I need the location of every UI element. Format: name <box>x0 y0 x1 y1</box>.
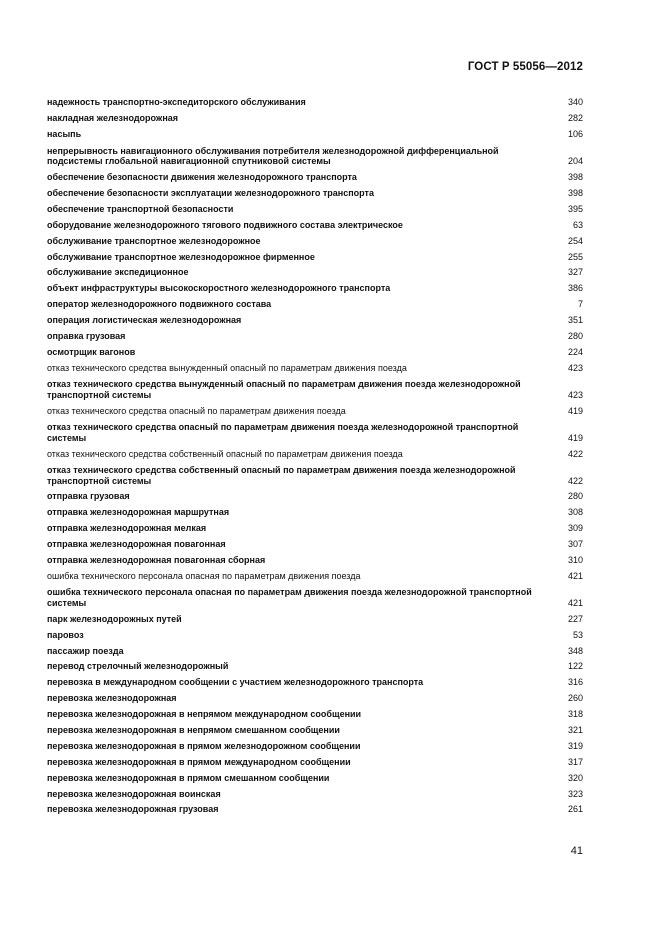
index-page-ref: 63 <box>572 219 583 230</box>
index-entry <box>47 127 583 143</box>
index-term: обслуживание транспортное железнодорожное фирменное <box>47 251 315 262</box>
index-term: перевозка железнодорожная в непрямом смешанном сообщении <box>47 725 340 735</box>
index-term: отправка железнодорожная повагонная <box>47 539 226 550</box>
index-entry <box>47 489 583 505</box>
index-term: отправка железнодорожная мелкая <box>47 523 207 534</box>
index-page-ref: 227 <box>567 613 583 624</box>
index-page-ref: 307 <box>567 539 583 550</box>
index-page-ref: 327 <box>567 267 583 278</box>
index-term: обеспечение транспортной безопасности <box>47 203 234 214</box>
index-page-ref: 398 <box>567 187 583 198</box>
index-entry <box>47 95 583 111</box>
index-page-ref: 398 <box>567 172 583 183</box>
index-term: обеспечение безопасности эксплуатации железнодорожного транспорта <box>47 187 374 198</box>
index-entry <box>47 611 583 627</box>
index-term: накладная железнодорожная <box>47 113 179 124</box>
index-term: оправка грузовая <box>47 330 126 341</box>
index-entry <box>47 707 583 723</box>
index-term: надежность транспортно-экспедиторского обслуживания <box>47 97 306 108</box>
index-term: отправка железнодорожная маршрутная <box>47 507 230 518</box>
index-page-ref: 7 <box>577 299 583 310</box>
index-entry <box>47 446 583 462</box>
index-entry <box>47 505 583 521</box>
index-term: перевозка в международном сообщении с участием железнодорожного транспорта <box>47 677 424 688</box>
index-entry <box>47 675 583 691</box>
index-page-ref: 317 <box>567 756 583 767</box>
index-page-ref: 310 <box>567 554 583 565</box>
index-term: перевод стрелочный железнодорожный <box>47 661 229 672</box>
index-page-ref: 282 <box>567 113 583 124</box>
index-term: отказ технического средства вынужденный опасный по параметрам движения поезда <box>47 362 407 373</box>
index-term: осмотрщик вагонов <box>47 346 136 357</box>
document-code: ГОСТ Р 55056—2012 <box>467 61 583 73</box>
index-entry <box>47 770 583 786</box>
index-page-ref: 319 <box>567 740 583 751</box>
index-entry <box>47 217 583 233</box>
index-page-ref: 204 <box>567 156 583 167</box>
index-page-ref: 255 <box>567 251 583 262</box>
term-index-list <box>47 95 583 818</box>
index-entry <box>47 111 583 127</box>
index-term: ошибка технического персонала опасная по параметрам движения поезда железнодорожной транспортной системы <box>47 587 532 608</box>
index-entry <box>47 723 583 739</box>
index-page-ref: 419 <box>567 432 583 443</box>
index-page-ref: 423 <box>567 389 583 400</box>
index-page-ref: 280 <box>567 330 583 341</box>
index-page-ref: 316 <box>567 677 583 688</box>
index-entry <box>47 313 583 329</box>
index-entry <box>47 281 583 297</box>
index-entry <box>47 553 583 569</box>
index-entry <box>47 201 583 217</box>
index-entry <box>47 297 583 313</box>
index-entry <box>47 265 583 281</box>
index-term: перевозка железнодорожная грузовая <box>47 804 219 815</box>
index-entry <box>47 249 583 265</box>
index-term: перевозка железнодорожная в прямом железнодорожном сообщении <box>47 740 361 751</box>
index-page-ref: 395 <box>567 203 583 214</box>
index-page-ref: 106 <box>567 129 583 140</box>
index-entry <box>47 186 583 202</box>
index-entry <box>47 360 583 376</box>
index-page-ref: 308 <box>567 507 583 518</box>
index-page-ref: 122 <box>567 661 583 672</box>
index-page-ref: 321 <box>567 725 583 735</box>
index-page-ref: 309 <box>567 523 583 534</box>
index-page-ref: 348 <box>567 645 583 656</box>
index-page-ref: 318 <box>567 709 583 720</box>
index-entry <box>47 754 583 770</box>
index-term: оборудование железнодорожного тягового подвижного состава электрическое <box>47 219 403 230</box>
index-term: отправка грузовая <box>47 491 130 502</box>
index-term: перевозка железнодорожная воинская <box>47 788 221 799</box>
index-term: объект инфраструктуры высокоскоростного железнодорожного транспорта <box>47 283 391 294</box>
index-term: оператор железнодорожного подвижного состава <box>47 299 272 310</box>
index-term: отказ технического средства опасный по параметрам движения поезда железнодорожной транспортной системы <box>47 422 519 443</box>
index-term: перевозка железнодорожная в непрямом международном сообщении <box>47 709 362 720</box>
index-term: перевозка железнодорожная <box>47 693 177 704</box>
index-entry <box>47 521 583 537</box>
index-term: отказ технического средства вынужденный опасный по параметрам движения поезда железнодорожной транспортной системы <box>47 379 521 400</box>
page-number: 41 <box>570 845 583 857</box>
index-entry <box>47 786 583 802</box>
index-page-ref: 351 <box>567 315 583 326</box>
index-term: обеспечение безопасности движения железнодорожного транспорта <box>47 172 357 183</box>
index-entry <box>47 403 583 419</box>
index-term: насыпь <box>47 129 82 140</box>
index-term: отказ технического средства опасный по параметрам движения поезда <box>47 405 346 416</box>
index-term: перевозка железнодорожная в прямом смешанном сообщении <box>47 772 330 783</box>
index-entry <box>47 344 583 360</box>
index-page-ref: 386 <box>567 283 583 294</box>
index-entry <box>47 568 583 584</box>
index-entry <box>47 170 583 186</box>
index-entry <box>47 659 583 675</box>
index-entry <box>47 627 583 643</box>
index-page-ref: 224 <box>567 346 583 357</box>
index-term: паровоз <box>47 629 84 640</box>
index-entry <box>47 329 583 345</box>
index-page-ref: 254 <box>567 235 583 246</box>
index-entry <box>47 691 583 707</box>
index-page-ref: 260 <box>567 693 583 704</box>
index-page-ref: 422 <box>567 448 583 459</box>
index-entry <box>47 376 583 403</box>
index-entry <box>47 233 583 249</box>
index-entry <box>47 739 583 755</box>
index-term: перевозка железнодорожная в прямом международном сообщении <box>47 756 351 767</box>
index-page-ref: 421 <box>567 597 583 608</box>
index-term: отказ технического средства собственный опасный по параметрам движения поезда <box>47 448 403 459</box>
index-entry <box>47 143 583 170</box>
index-entry <box>47 537 583 553</box>
index-page-ref: 421 <box>567 570 583 581</box>
index-page-ref: 261 <box>567 804 583 815</box>
index-term: пассажир поезда <box>47 645 124 656</box>
index-term: ошибка технического персонала опасная по параметрам движения поезда <box>47 570 361 581</box>
index-entry <box>47 802 583 818</box>
index-term: парк железнодорожных путей <box>47 613 182 624</box>
index-term: операция логистическая железнодорожная <box>47 315 242 326</box>
index-term: обслуживание экспедиционное <box>47 267 189 278</box>
index-page-ref: 320 <box>567 772 583 783</box>
index-page-ref: 423 <box>567 362 583 373</box>
index-page-ref: 323 <box>567 788 583 799</box>
index-entry <box>47 419 583 446</box>
index-term: обслуживание транспортное железнодорожное <box>47 235 261 246</box>
index-term: непрерывность навигационного обслуживания потребителя железнодорожной дифференциальной подсистемы глобальной навигационной спутниковой системы <box>47 145 499 167</box>
index-term: отказ технического средства собственный опасный по параметрам движения поезда железнодорожной транспортной системы <box>47 465 516 486</box>
index-page-ref: 422 <box>567 475 583 486</box>
index-entry <box>47 643 583 659</box>
index-page-ref: 340 <box>567 97 583 108</box>
index-page-ref: 280 <box>567 491 583 502</box>
index-entry <box>47 584 583 611</box>
index-entry <box>47 462 583 489</box>
index-page-ref: 419 <box>567 405 583 416</box>
index-term: отправка железнодорожная повагонная сборная <box>47 554 266 565</box>
index-page-ref: 53 <box>572 629 583 640</box>
